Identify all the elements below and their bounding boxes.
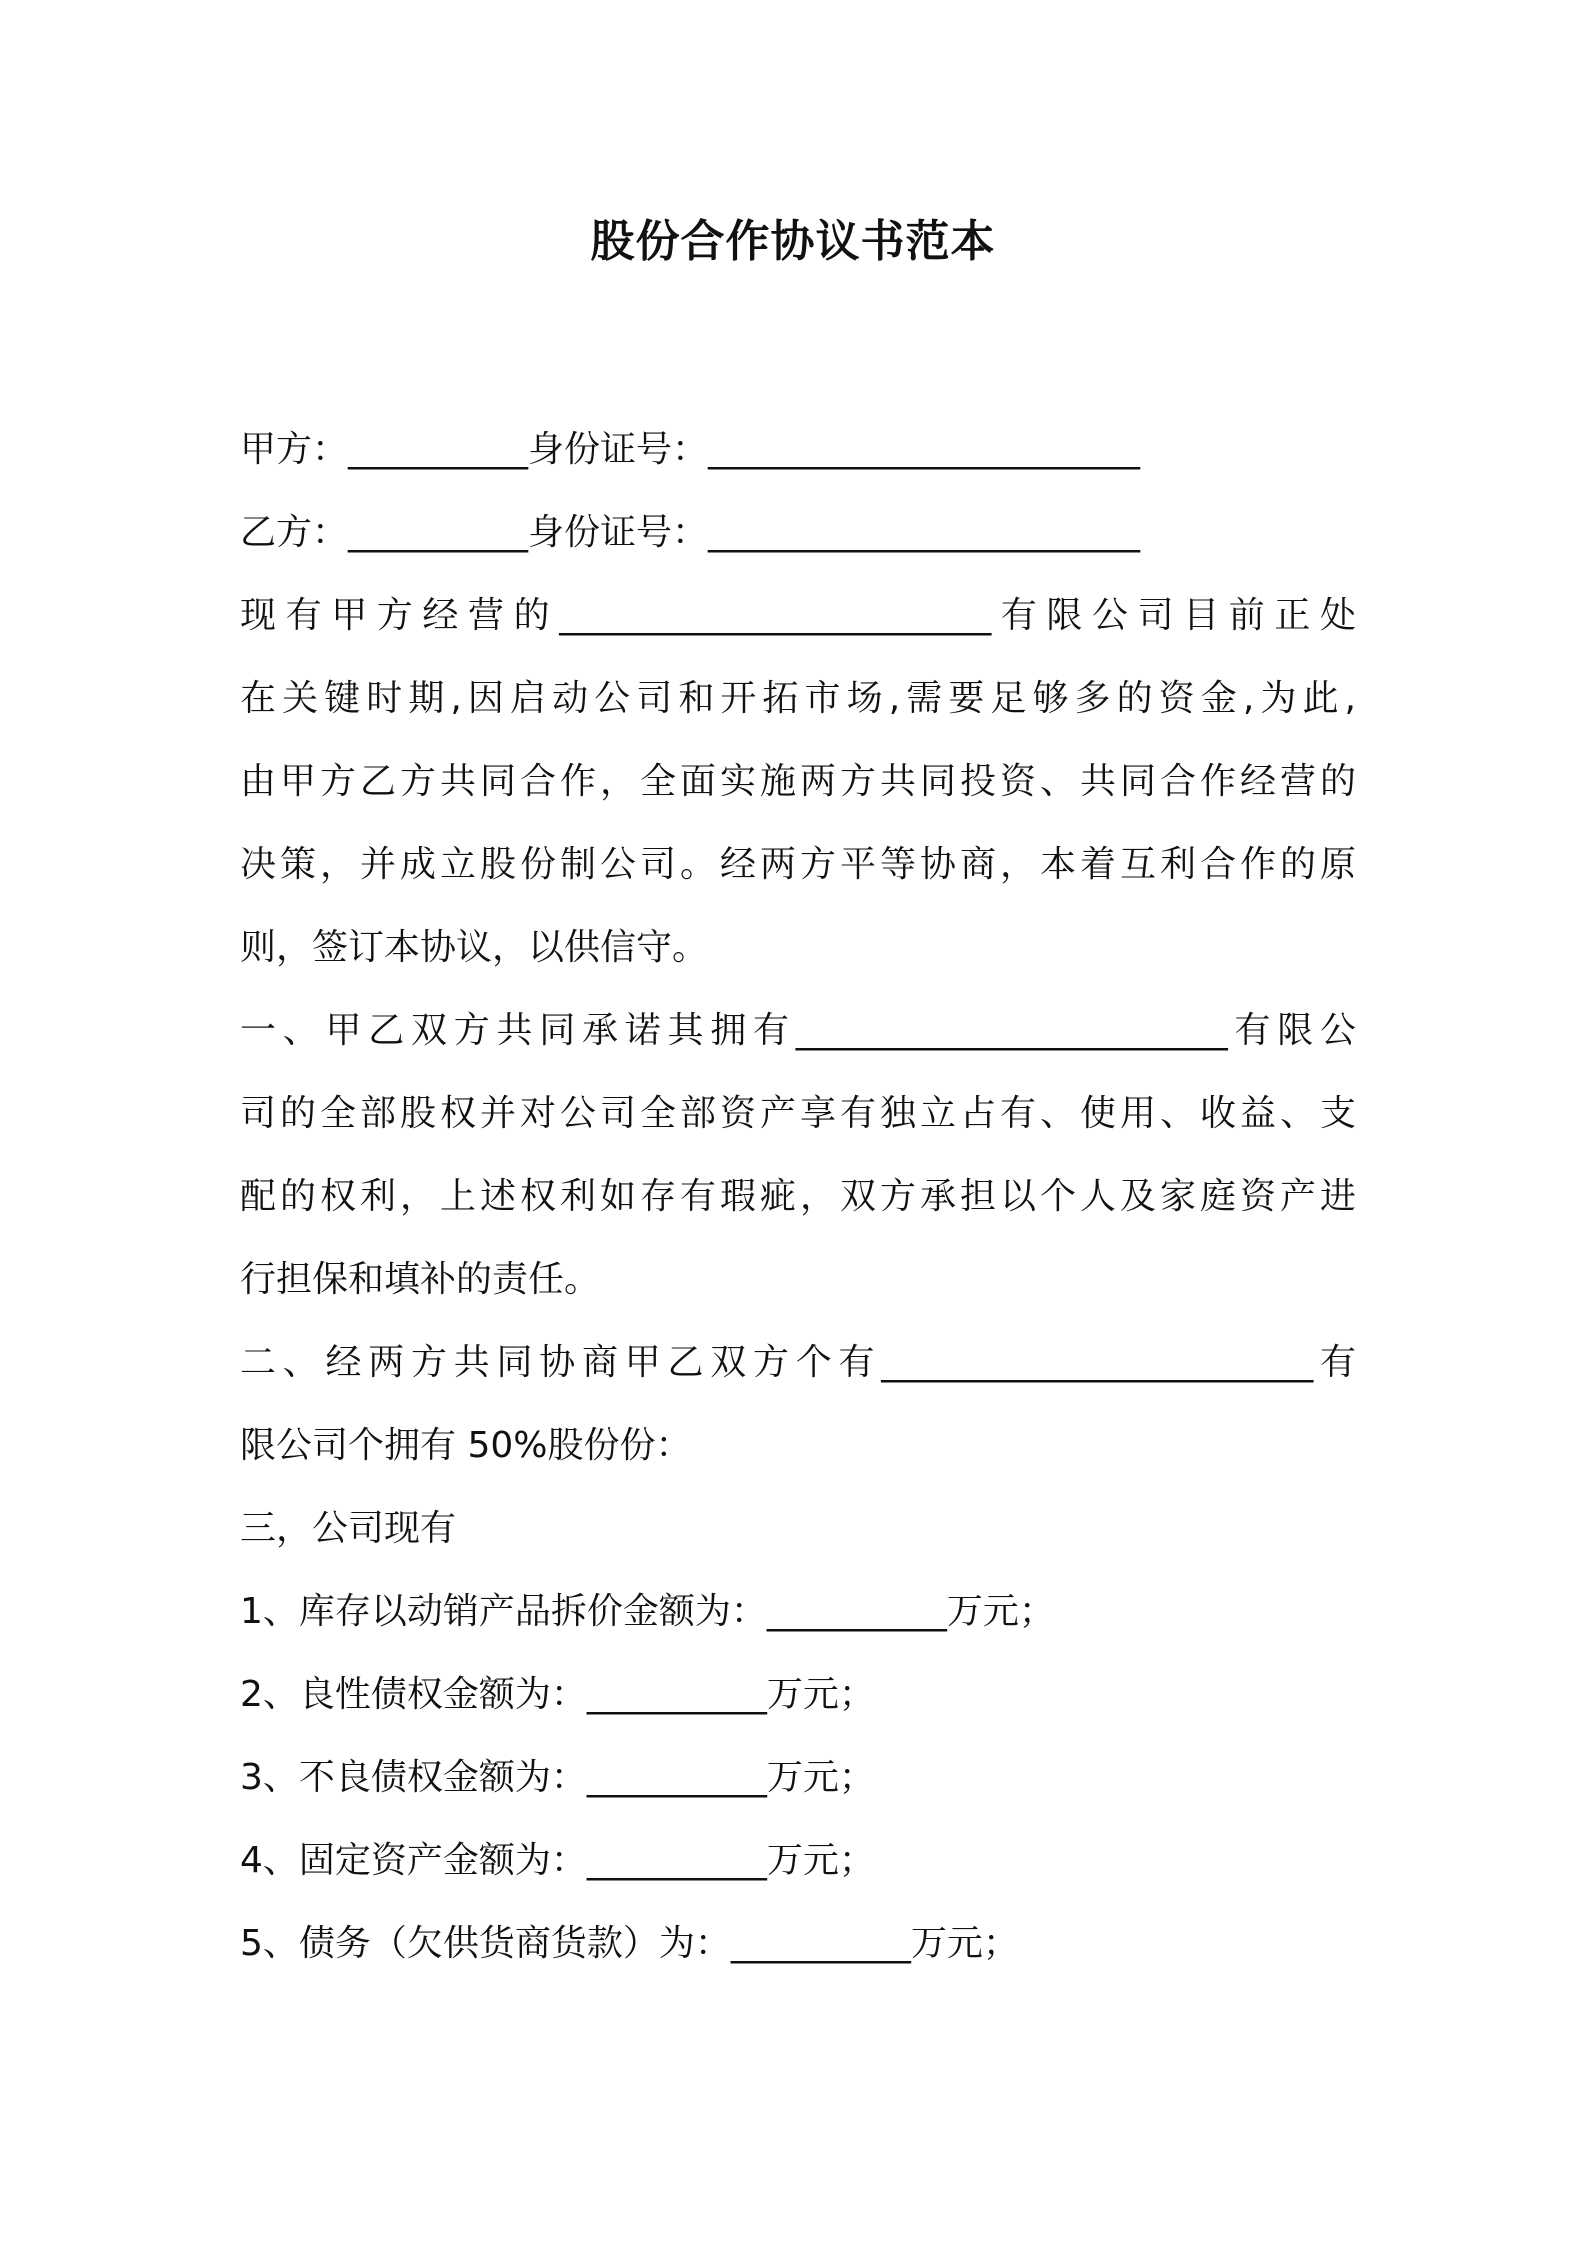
asset-item-blank: __________ [586, 1674, 767, 1715]
clause-2-line-1 [240, 1321, 1356, 1404]
asset-item [240, 1819, 1356, 1902]
asset-item [240, 1736, 1356, 1819]
preamble-text-start: 现有甲方经营的 [240, 595, 560, 636]
asset-item-unit: 万元； [910, 1923, 1019, 1964]
document-title: 股份合作协议书范本 [590, 216, 996, 267]
preamble-line-3: 由甲方乙方共同合作，全面实施两方共同投资、共同合作经营的 [240, 761, 1356, 802]
asset-item-blank: __________ [586, 1757, 767, 1798]
clause-2-text-start: 二、经两方共同协商甲乙双方个有 [240, 1342, 882, 1383]
asset-item-label: 5、债务（欠供货商货款）为： [240, 1923, 731, 1964]
asset-item-blank: __________ [730, 1923, 911, 1964]
preamble-line-2: 在关键时期,因启动公司和开拓市场,需要足够多的资金,为此, [240, 678, 1356, 719]
clause-2-company-blank: ________________________ [881, 1342, 1314, 1383]
asset-item-label: 4、固定资产金额为： [240, 1840, 587, 1881]
party-b-label: 乙方： [240, 512, 349, 553]
preamble-text-end: 有限公司目前正处 [991, 595, 1356, 636]
asset-item-unit: 万元； [946, 1591, 1055, 1632]
clause-1-line-1 [240, 989, 1356, 1072]
clause-2-text-end: 有 [1313, 1342, 1356, 1383]
clause-2-line-2: 限公司个拥有 50%股份份： [240, 1425, 692, 1466]
asset-item [240, 1653, 1356, 1736]
asset-item-blank: __________ [766, 1591, 947, 1632]
asset-item-label: 1、库存以动销产品拆价金额为： [240, 1591, 767, 1632]
clause-1-text-end: 有限公 [1227, 1010, 1356, 1051]
document-body [240, 408, 1356, 1985]
party-a-name-blank: __________ [348, 429, 529, 470]
party-a-label: 甲方： [240, 429, 349, 470]
party-b-name-blank: __________ [348, 512, 529, 553]
party-a-id-label: 身份证号： [528, 429, 709, 470]
asset-item-label: 3、不良债权金额为： [240, 1757, 587, 1798]
clause-1-text-start: 一、甲乙双方共同承诺其拥有 [240, 1010, 796, 1051]
asset-item [240, 1570, 1356, 1653]
party-b-id-blank: ________________________ [708, 512, 1141, 553]
asset-item [240, 1902, 1356, 1985]
clause-1-line-2: 司的全部股权并对公司全部资产享有独立占有、使用、收益、支 [240, 1093, 1356, 1134]
clause-1-company-blank: ________________________ [795, 1010, 1228, 1051]
asset-item-unit: 万元； [766, 1840, 875, 1881]
clause-1-line-4: 行担保和填补的责任。 [240, 1259, 601, 1300]
company-name-blank: ________________________ [559, 595, 992, 636]
preamble-line-5: 则，签订本协议，以供信守。 [240, 927, 709, 968]
preamble-line-1 [240, 574, 1356, 657]
asset-item-label: 2、良性债权金额为： [240, 1674, 587, 1715]
clause-1-line-3: 配的权利，上述权利如存有瑕疵，双方承担以个人及家庭资产进 [240, 1176, 1356, 1217]
clause-3-heading: 三，公司现有 [240, 1508, 457, 1549]
party-b-id-label: 身份证号： [528, 512, 709, 553]
party-b-line [240, 491, 1356, 574]
asset-item-blank: __________ [586, 1840, 767, 1881]
asset-item-unit: 万元； [766, 1757, 875, 1798]
party-a-line [240, 408, 1356, 491]
party-a-id-blank: ________________________ [708, 429, 1141, 470]
asset-item-unit: 万元； [766, 1674, 875, 1715]
preamble-line-4: 决策，并成立股份制公司。经两方平等协商，本着互利合作的原 [240, 844, 1356, 885]
